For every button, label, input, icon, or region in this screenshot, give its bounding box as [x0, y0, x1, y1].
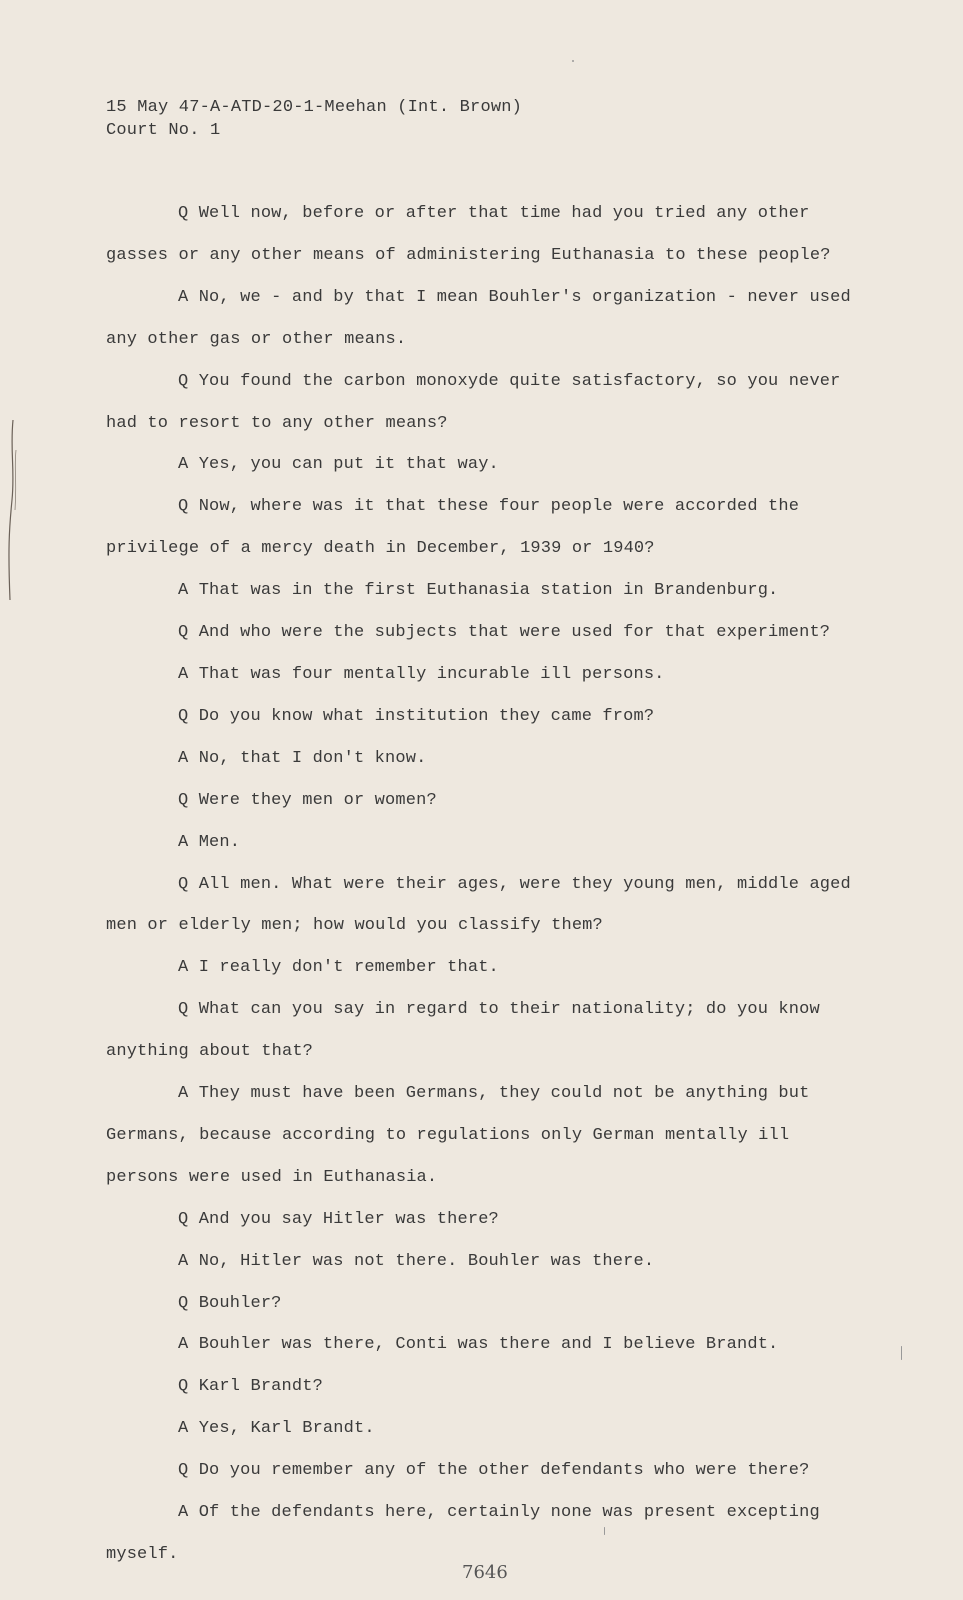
paper-speck	[901, 1346, 902, 1360]
transcript-paragraph: A Bouhler was there, Conti was there and I believe Brandt.	[178, 1335, 779, 1355]
paper-speck	[604, 1527, 605, 1535]
document-header	[106, 96, 522, 142]
transcript-paragraph: A Yes, Karl Brandt.	[178, 1419, 375, 1439]
transcript-paragraph: A No, that I don't know.	[178, 748, 427, 768]
transcript-paragraph: Q Karl Brandt?	[178, 1377, 323, 1397]
transcript-paragraph: Q Do you remember any of the other defendants who were there?	[178, 1461, 810, 1481]
transcript-paragraph: A No, we - and by that I mean Bouhler's organization - never used any other gas or other means.	[106, 287, 851, 349]
transcript-paragraph: Q What can you say in regard to their nationality; do you know anything about that?	[106, 1000, 820, 1062]
transcript-paragraph: A That was four mentally incurable ill persons.	[178, 664, 665, 684]
header-court-line: Court No. 1	[106, 121, 221, 140]
transcript-paragraph: Q Do you know what institution they came from?	[178, 706, 655, 726]
transcript-paragraph: A They must have been Germans, they could not be anything but Germans, because according to regulations only German mentally ill persons were used in Euthanasia.	[106, 1084, 810, 1187]
transcript-paragraph: A I really don't remember that.	[178, 958, 499, 978]
transcript-paragraph: A That was in the first Euthanasia station in Brandenburg.	[178, 581, 779, 601]
transcript-paragraph: Q Bouhler?	[178, 1293, 282, 1313]
transcript-paragraph: Q And who were the subjects that were used for that experiment?	[178, 623, 831, 643]
transcript-paragraph: A No, Hitler was not there. Bouhler was there.	[178, 1251, 655, 1271]
transcript-paragraph: Q You found the carbon monoxyde quite satisfactory, so you never had to resort to any other means?	[106, 371, 841, 433]
transcript-paragraph: A Yes, you can put it that way.	[178, 455, 499, 475]
transcript-paragraph: A Men.	[178, 832, 241, 852]
header-reference-line: 15 May 47-A-ATD-20-1-Meehan (Int. Brown)	[106, 98, 523, 117]
transcript-body	[106, 193, 866, 1576]
paper-speck	[572, 60, 574, 62]
page-number: 7646	[462, 1562, 508, 1583]
transcript-paragraph: Q Were they men or women?	[178, 790, 437, 810]
binding-mark	[4, 420, 18, 600]
transcript-paragraph: Q And you say Hitler was there?	[178, 1209, 499, 1229]
transcript-paragraph: Q Now, where was it that these four people were accorded the privilege of a mercy death in December, 1939 or 1940?	[106, 497, 800, 559]
transcript-paragraph: Q Well now, before or after that time had you tried any other gasses or any other means of administering Euthanasia to these people?	[106, 204, 831, 265]
transcript-paragraph: A Of the defendants here, certainly none was present excepting myself.	[106, 1503, 820, 1564]
transcript-paragraph: Q All men. What were their ages, were they young men, middle aged men or elderly men; how would you classify them?	[106, 874, 851, 936]
